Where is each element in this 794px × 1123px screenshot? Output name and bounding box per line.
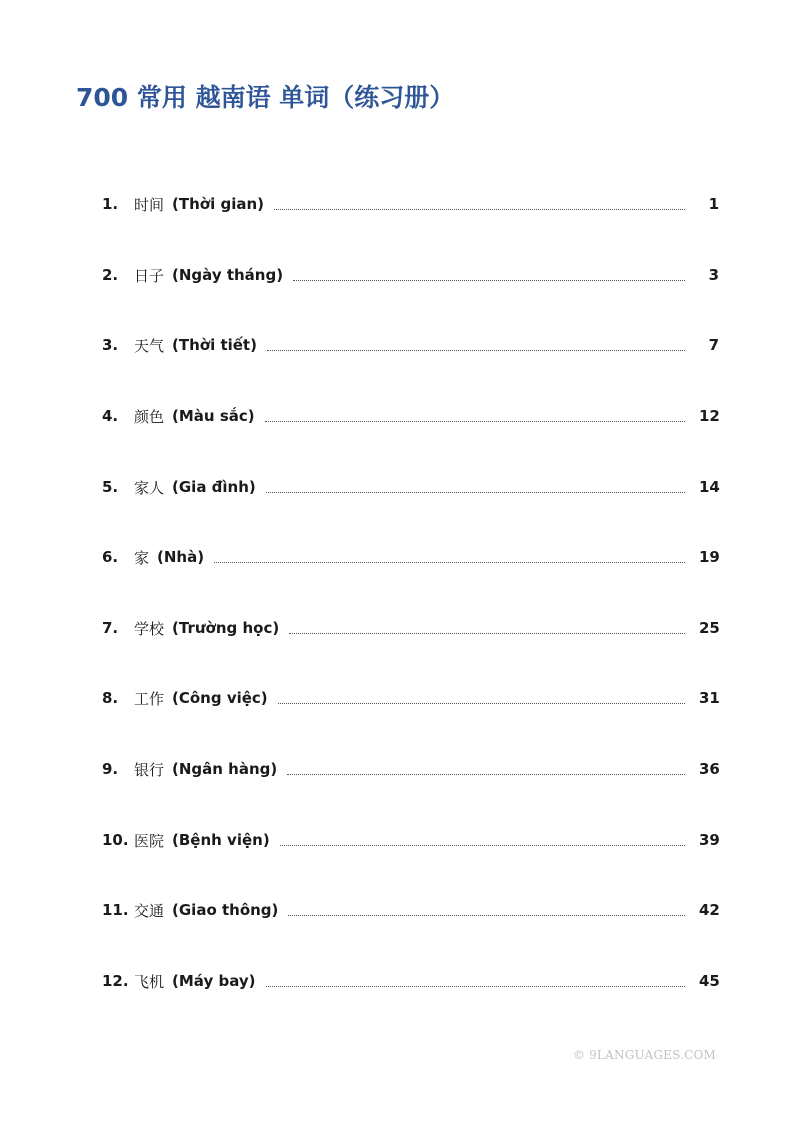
toc-entry-number: 12. (102, 972, 129, 990)
toc-entry-chinese: 家 (134, 548, 150, 567)
toc-entry-chinese: 交通 (134, 901, 165, 920)
toc-entry-page: 39 (699, 831, 720, 849)
dot-leader (289, 633, 685, 634)
toc-entry-vietnamese: (Công việc) (172, 689, 268, 707)
toc-entry-date[interactable] (102, 257, 719, 293)
toc-entry-page: 7 (708, 336, 719, 354)
dot-leader (280, 845, 685, 846)
toc-entry-number: 9. (102, 760, 119, 778)
toc-entry-school[interactable] (102, 610, 719, 646)
dot-leader (267, 350, 685, 351)
dot-leader (266, 986, 686, 987)
toc-entry-vietnamese: (Trường học) (172, 619, 280, 637)
dot-leader (265, 421, 685, 422)
toc-entry-vietnamese: (Nhà) (157, 548, 205, 566)
toc-entry-chinese: 时间 (134, 195, 165, 214)
toc-entry-chinese: 银行 (134, 760, 165, 779)
toc-entry-page: 19 (699, 548, 720, 566)
toc-entry-chinese: 飞机 (134, 972, 165, 991)
toc-entry-number: 1. (102, 195, 119, 213)
toc-entry-weather[interactable] (102, 327, 719, 363)
toc-entry-home[interactable] (102, 539, 719, 575)
toc-entry-chinese: 颜色 (134, 407, 165, 426)
toc-entry-number: 5. (102, 478, 119, 496)
toc-entry-number: 6. (102, 548, 119, 566)
dot-leader (266, 492, 685, 493)
toc-entry-number: 7. (102, 619, 119, 637)
toc-entry-family[interactable] (102, 469, 719, 505)
page-title: 700 常用 越南语 单词（练习册） (76, 83, 455, 112)
toc-entry-chinese: 学校 (134, 619, 165, 638)
dot-leader (293, 280, 685, 281)
toc-entry-airplane[interactable] (102, 963, 719, 999)
toc-entry-page: 3 (708, 266, 719, 284)
toc-entry-page: 36 (699, 760, 720, 778)
toc-entry-chinese: 工作 (134, 689, 165, 708)
dot-leader (287, 774, 685, 775)
toc-entry-page: 45 (699, 972, 720, 990)
toc-entry-work[interactable] (102, 680, 719, 716)
toc-entry-number: 8. (102, 689, 119, 707)
toc-entry-page: 1 (708, 195, 719, 213)
toc-entry-chinese: 日子 (134, 266, 165, 285)
toc-entry-vietnamese: (Máy bay) (172, 972, 256, 990)
toc-entry-number: 3. (102, 336, 119, 354)
toc-entry-hospital[interactable] (102, 822, 719, 858)
toc-entry-colors[interactable] (102, 398, 719, 434)
toc-entry-transport[interactable] (102, 892, 719, 928)
toc-entry-time[interactable] (102, 186, 719, 222)
toc-entry-vietnamese: (Ngân hàng) (172, 760, 278, 778)
toc-entry-page: 42 (699, 901, 720, 919)
toc-entry-number: 2. (102, 266, 119, 284)
dot-leader (278, 703, 685, 704)
toc-entry-number: 10. (102, 831, 129, 849)
toc-entry-number: 11. (102, 901, 129, 919)
toc-entry-vietnamese: (Thời gian) (172, 195, 264, 213)
toc-entry-chinese: 家人 (134, 478, 165, 497)
toc-entry-page: 12 (699, 407, 720, 425)
dot-leader (274, 209, 685, 210)
toc-entry-vietnamese: (Gia đình) (172, 478, 256, 496)
dot-leader (214, 562, 685, 563)
dot-leader (288, 915, 685, 916)
toc-entry-page: 25 (699, 619, 720, 637)
toc-entry-number: 4. (102, 407, 119, 425)
toc-entry-vietnamese: (Thời tiết) (172, 336, 257, 354)
toc-entry-page: 31 (699, 689, 720, 707)
watermark: © 9LANGUAGES.COM (572, 1048, 716, 1062)
toc-entry-page: 14 (699, 478, 720, 496)
toc-entry-vietnamese: (Bệnh viện) (172, 831, 270, 849)
toc-entry-vietnamese: (Màu sắc) (172, 407, 255, 425)
toc-entry-bank[interactable] (102, 751, 719, 787)
toc-entry-vietnamese: (Giao thông) (172, 901, 279, 919)
toc-entry-chinese: 医院 (134, 831, 165, 850)
toc-entry-vietnamese: (Ngày tháng) (172, 266, 284, 284)
toc-entry-chinese: 天气 (134, 336, 165, 355)
